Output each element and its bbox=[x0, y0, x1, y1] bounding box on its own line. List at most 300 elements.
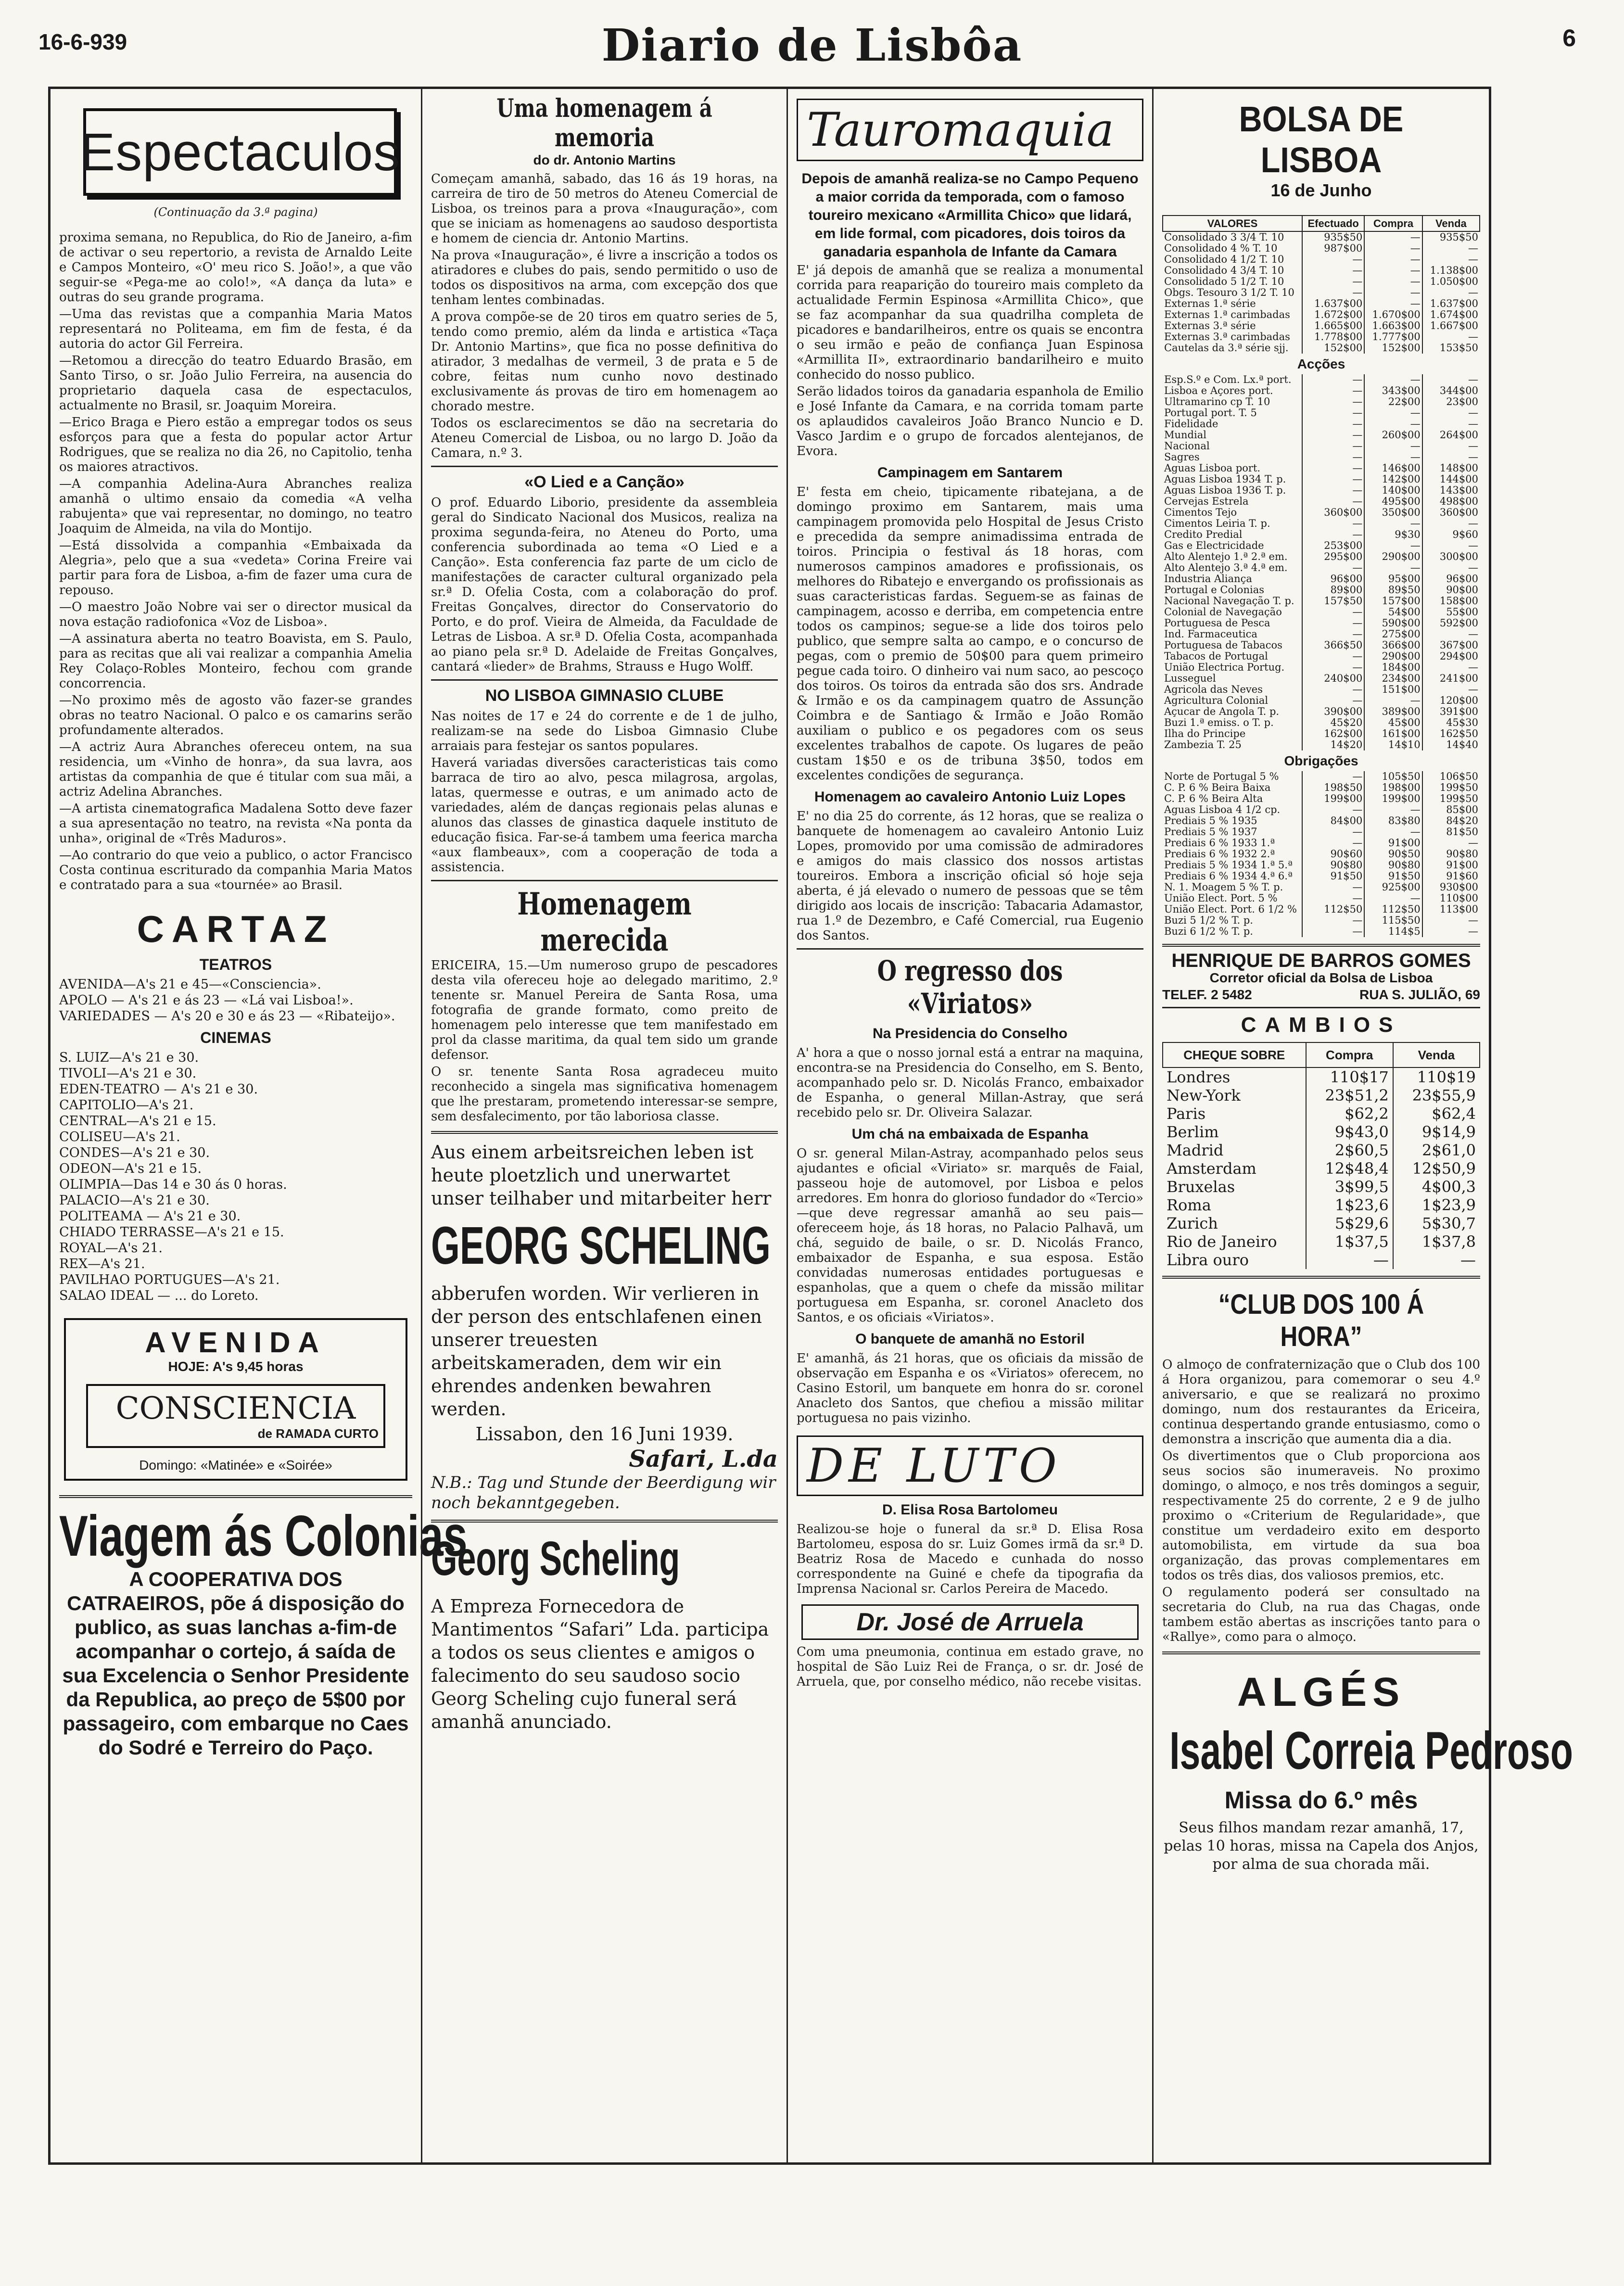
table-cell: — bbox=[1422, 915, 1480, 926]
table-cell: 199$50 bbox=[1422, 793, 1480, 804]
table-cell: 120$00 bbox=[1422, 695, 1480, 706]
table-cell: Cimentos Leiria T. p. bbox=[1164, 518, 1270, 529]
paragraph: —A assinatura aberta no teatro Boavista, em S. Paulo, para as recitas que ali vai realizar a companhia Amelia Rey Colaço-Robles Monteiro, fechou com grande concorrencia. bbox=[59, 632, 412, 691]
table-cell: 110$19 bbox=[1393, 1067, 1480, 1086]
lied-heading: «O Lied e a Canção» bbox=[524, 473, 685, 491]
table-cell: 184$00 bbox=[1364, 662, 1422, 673]
table-cell: 391$00 bbox=[1422, 706, 1480, 717]
table-cell: 360$00 bbox=[1422, 507, 1480, 518]
table-row bbox=[1163, 717, 1480, 728]
table-cell: New-York bbox=[1167, 1086, 1241, 1105]
table-cell: 1.637$00 bbox=[1302, 298, 1364, 309]
paragraph: E' no dia 25 do corrente, ás 12 horas, que se realiza o banquete de homenagem ao cavaleiro Antonio Luiz Lopes, promovido por uma comissão de admiradores e amigos do mais classico dos nossos artistas toureiros. Embora a inscrição oficial só hoje seja aberta, é já elevado o numero de pessoas que se têm dirigido aos locais de inscrição: Tabacaria Adamastor, rua 1.º de Dezembro, e Café Comercial, rua Eugenio dos Santos. bbox=[797, 809, 1143, 943]
table-cell: 495$00 bbox=[1364, 496, 1422, 507]
table-cell: 140$00 bbox=[1364, 485, 1422, 496]
list-item: TIVOLI—A's 21 e 30. bbox=[59, 1066, 197, 1081]
merecida-heading: Homenagem merecida bbox=[517, 886, 692, 958]
table-cell: Externas 1.ª série bbox=[1164, 298, 1256, 309]
notice-place-date: Lissabon, den 16 Juni 1939. bbox=[475, 1423, 734, 1445]
section-label: Obrigações bbox=[1284, 753, 1358, 768]
table-row bbox=[1163, 882, 1480, 893]
table-cell: — bbox=[1302, 618, 1364, 629]
table-cell: 925$00 bbox=[1364, 882, 1422, 893]
santarem-heading: Campinagem em Santarem bbox=[877, 465, 1063, 481]
table-row bbox=[1163, 607, 1480, 618]
paragraph: O sr. tenente Santa Rosa agradeceu muito reconhecido a singela mas significativa homenagem que lhe prestaram, prometendo interessar-se sempre, sem desfalecimento, por tão laboriosa classe. bbox=[431, 1065, 778, 1124]
table-cell: Ind. Farmaceutica bbox=[1164, 628, 1257, 640]
list-item: CENTRAL—A's 21 e 15. bbox=[59, 1114, 216, 1129]
table-row bbox=[1163, 1086, 1480, 1105]
paragraph: Haverá variadas diversões caracteristicas tais como barraca de tiro ao alvo, pesca milagrosa, argolas, latas, quermesse e outras, e um animado acto de variedades, além de danças regionais pelas alunas e alunos das classes de ginastica daquele instituto de educação fisica. Far-se-á tambem uma feerica marcha «aux flambeaux», com a cooperação de toda a assistencia. bbox=[431, 756, 778, 875]
table-cell: 390$00 bbox=[1302, 706, 1364, 717]
column-2 bbox=[421, 89, 787, 2162]
table-cell: 1$37,5 bbox=[1306, 1232, 1393, 1251]
table-cell: — bbox=[1422, 926, 1480, 937]
table-cell: 366$50 bbox=[1302, 640, 1364, 651]
table-cell: Bruxelas bbox=[1167, 1178, 1235, 1196]
table-cell: — bbox=[1302, 430, 1364, 441]
table-cell: — bbox=[1422, 562, 1480, 573]
table-cell: $62,2 bbox=[1306, 1105, 1393, 1123]
list-item: EDEN-TEATRO — A's 21 e 30. bbox=[59, 1082, 258, 1097]
table-row bbox=[1163, 1159, 1480, 1178]
table-cell: — bbox=[1302, 684, 1364, 695]
table-cell: 300$00 bbox=[1422, 551, 1480, 562]
avenida-advert bbox=[64, 1318, 407, 1481]
table-cell: 260$00 bbox=[1364, 430, 1422, 441]
notice-intro: Aus einem arbeitsreichen leben ist heute ploetzlich und unerwartet unser teilhaber und mitarbeiter herr bbox=[431, 1142, 772, 1209]
table-row bbox=[1163, 826, 1480, 838]
table-cell: 152$00 bbox=[1302, 343, 1364, 354]
table-cell: 14$10 bbox=[1364, 739, 1422, 750]
masthead bbox=[38, 10, 1586, 77]
table-cell: 90$80 bbox=[1302, 860, 1364, 871]
table-row bbox=[1163, 331, 1480, 343]
table-cell: — bbox=[1422, 254, 1480, 265]
table-cell: 84$20 bbox=[1422, 815, 1480, 826]
table-cell: — bbox=[1364, 243, 1422, 254]
table-cell: 12$50,9 bbox=[1393, 1159, 1480, 1178]
table-cell: 240$00 bbox=[1302, 673, 1364, 684]
table-row bbox=[1163, 243, 1480, 254]
table-cell: — bbox=[1364, 695, 1422, 706]
table-row bbox=[1163, 407, 1480, 419]
paragraph: Nas noites de 17 e 24 do corrente e de 1 de julho, realizam-se na sede do Lisboa Gimnasio Clube arraiais para festejar os santos populares. bbox=[431, 709, 778, 753]
paragraph: —Ao contrario do que veio a publico, o actor Francisco Costa continua escriturado da companhia Maria Matos e contratado para a sua «tournée» ao Brasil. bbox=[59, 848, 412, 892]
table-row bbox=[1163, 231, 1480, 243]
table-cell: 114$5 bbox=[1364, 926, 1422, 937]
table-cell: Externas 3.ª série bbox=[1164, 320, 1256, 331]
bolsa-heading: BOLSA DE LISBOA bbox=[1239, 99, 1404, 180]
divider bbox=[1162, 1276, 1480, 1279]
table-cell: 344$00 bbox=[1422, 385, 1480, 396]
table-row bbox=[1163, 1141, 1480, 1159]
notice-note: N.B.: Tag und Stunde der Beerdigung wir noch bekanntgegeben. bbox=[431, 1473, 776, 1512]
table-row bbox=[1163, 573, 1480, 584]
table-cell: Tabacos de Portugal bbox=[1164, 650, 1268, 662]
paragraph: Serão lidados toiros da ganadaria espanhola de Emilio e José Infante da Camara, e na corrida tomam parte os aplaudidos cavaleiros João Branco Nuncio e D. Vasco Jardim e o grupo de forcados alentejanos, de Evora. bbox=[797, 384, 1143, 458]
table-cell: — bbox=[1302, 651, 1364, 662]
table-cell: 157$00 bbox=[1364, 596, 1422, 607]
table-cell: — bbox=[1364, 452, 1422, 463]
table-row bbox=[1163, 1123, 1480, 1141]
table-cell: 275$00 bbox=[1364, 629, 1422, 640]
table-row bbox=[1163, 849, 1480, 860]
table-cell: Prediais 5 % 1935 bbox=[1164, 815, 1257, 826]
table-cell: — bbox=[1422, 518, 1480, 529]
notice-text: A Empreza Fornecedora de Mantimentos “Safari” Lda. participa a todos os seus clientes e amigos o falecimento do seu saudoso socio Georg Scheling cujo funeral será amanhã anunciado. bbox=[431, 1596, 769, 1732]
table-row bbox=[1163, 695, 1480, 706]
list-item: CAPITOLIO—A's 21. bbox=[59, 1098, 194, 1113]
paragraph: —A artista cinematografica Madalena Sotto deve fazer a sua apresentação no teatro, na revista «Na ponta da unha», original de «Três Maduros». bbox=[59, 801, 412, 846]
table-cell: — bbox=[1364, 407, 1422, 419]
german-death-notice bbox=[431, 1141, 778, 1513]
table-cell: 90$80 bbox=[1364, 860, 1422, 871]
table-row bbox=[1163, 496, 1480, 507]
table-cell: Consolidado 4 % T. 10 bbox=[1164, 242, 1278, 254]
table-cell: 241$00 bbox=[1422, 673, 1480, 684]
table-cell: 930$00 bbox=[1422, 882, 1480, 893]
table-cell: 110$17 bbox=[1306, 1067, 1393, 1086]
table-cell: 45$20 bbox=[1302, 717, 1364, 728]
list-item: SALAO IDEAL — ... do Loreto. bbox=[59, 1288, 259, 1303]
table-cell: 115$50 bbox=[1364, 915, 1422, 926]
list-item: COLISEU—A's 21. bbox=[59, 1130, 180, 1144]
table-cell: 1.672$00 bbox=[1302, 309, 1364, 320]
table-row bbox=[1163, 374, 1480, 385]
table-cell: 90$60 bbox=[1302, 849, 1364, 860]
list-item: REX—A's 21. bbox=[59, 1257, 145, 1271]
table-cell: — bbox=[1302, 926, 1364, 937]
table-cell: Nacional bbox=[1164, 440, 1210, 452]
table-cell: Portuguesa de Pesca bbox=[1164, 617, 1270, 629]
table-row bbox=[1163, 838, 1480, 849]
georg-pt-notice bbox=[431, 1532, 778, 1733]
paragraph: —A actriz Aura Abranches ofereceu ontem, na sua residencia, um «Vinho de honra», da sua lavra, aos artistas da companhia de que é titular com sua mãi, a actriz Adelina Abranches. bbox=[59, 740, 412, 799]
table-cell: — bbox=[1302, 485, 1364, 496]
table-cell: Cautelas da 3.ª série sjj. bbox=[1164, 342, 1289, 354]
table-cell: 162$00 bbox=[1302, 728, 1364, 739]
table-cell: — bbox=[1364, 254, 1422, 265]
cinemas-list bbox=[59, 1050, 412, 1304]
gimnasio-heading: NO LISBOA GIMNASIO CLUBE bbox=[485, 686, 724, 705]
column-header: Venda bbox=[1393, 1042, 1480, 1067]
table-row bbox=[1163, 596, 1480, 607]
column-header: Venda bbox=[1422, 216, 1480, 231]
table-cell: 366$00 bbox=[1364, 640, 1422, 651]
table-cell: União Elect. Port. 6 1/2 % bbox=[1164, 903, 1297, 915]
table-cell: — bbox=[1364, 374, 1422, 385]
column-header: VALORES bbox=[1163, 216, 1302, 231]
paragraph: O sr. general Milan-Astray, acompanhado pelos seus ajudantes e oficial «Viriato» sr. marquês de Faial, passeou hoje de automovel, por Lisboa e pelos arredores. Em honra do glorioso fundador do «Tercio» —que deve regressar amanhã ao seu pais— ofereceem hoje, ás 18 horas, no Palacio Palhavã, um chá, seguido de baile, o sr. D. Nicolás Franco, embaixador de Espanha, e sua esposa. Estão convidadas numerosas entidades portuguesas e espanholas, que a quem o chefe da missão militar portuguesa em Espanha, sr. coronel Anacleto dos Santos, e os oficiais «Viriatos». bbox=[797, 1146, 1143, 1325]
table-cell: Prediais 5 % 1937 bbox=[1164, 826, 1257, 838]
table-cell: 23$51,2 bbox=[1306, 1086, 1393, 1105]
table-section-row bbox=[1163, 354, 1480, 374]
table-row bbox=[1163, 309, 1480, 320]
table-cell: — bbox=[1422, 243, 1480, 254]
table-cell: — bbox=[1302, 276, 1364, 287]
bolsa-table-body bbox=[1163, 231, 1480, 937]
table-row bbox=[1163, 651, 1480, 662]
table-cell: Consolidado 4 3/4 T. 10 bbox=[1164, 265, 1284, 276]
table-cell: Externas 3.ª carimbadas bbox=[1164, 331, 1290, 343]
table-cell: 162$50 bbox=[1422, 728, 1480, 739]
table-cell: Prediais 6 % 1934 4.ª 6.ª bbox=[1164, 870, 1293, 882]
bolsa-date: 16 de Junho bbox=[1270, 180, 1372, 200]
table-cell: 83$80 bbox=[1364, 815, 1422, 826]
divider bbox=[797, 948, 1143, 950]
table-cell: 592$00 bbox=[1422, 618, 1480, 629]
table-cell: — bbox=[1302, 629, 1364, 640]
paragraph: Na prova «Inauguração», é livre a inscrição a todos os atiradores e clubes do pais, sendo permitido o uso de todos os dispositivos na arma, com excepção dos que tenham lentes combinadas. bbox=[431, 248, 778, 307]
table-cell: 9$43,0 bbox=[1306, 1123, 1393, 1141]
table-row bbox=[1163, 815, 1480, 826]
paragraph: E' amanhã, ás 21 horas, que os oficiais da missão de observação em Espanha e os «Viriatos» oferecem, no Casino Estoril, um banquete em honra do sr. coronel Anacleto dos Santos, que chefiou a missão militar portuguesa no pais vizinho. bbox=[797, 1351, 1143, 1425]
table-cell: C. P. 6 % Beira Baixa bbox=[1164, 782, 1271, 793]
divider bbox=[431, 466, 778, 467]
table-row bbox=[1163, 298, 1480, 309]
table-cell: 143$00 bbox=[1422, 485, 1480, 496]
table-cell: 161$00 bbox=[1364, 728, 1422, 739]
table-cell: 1.674$00 bbox=[1422, 309, 1480, 320]
table-cell: Industria Aliança bbox=[1164, 573, 1252, 584]
table-cell: Fidelidade bbox=[1164, 418, 1218, 430]
tauromaquia-lead bbox=[797, 170, 1143, 261]
table-cell: — bbox=[1302, 893, 1364, 904]
table-cell: — bbox=[1422, 838, 1480, 849]
viagem-heading: Viagem ás Colonias bbox=[59, 1504, 468, 1568]
table-cell: 22$00 bbox=[1364, 396, 1422, 407]
table-cell: 360$00 bbox=[1302, 507, 1364, 518]
table-row bbox=[1163, 771, 1480, 782]
column-header: Compra bbox=[1306, 1042, 1393, 1067]
table-cell: 148$00 bbox=[1422, 463, 1480, 474]
table-cell: 3$99,5 bbox=[1306, 1178, 1393, 1196]
viriatos-subheading: Na Presidencia do Conselho bbox=[872, 1026, 1068, 1041]
luto-heading: DE LUTO bbox=[797, 1435, 1143, 1496]
table-cell: — bbox=[1302, 287, 1364, 298]
divider bbox=[59, 1495, 412, 1498]
viagem-advert bbox=[59, 1567, 412, 1760]
table-cell: Credito Predial bbox=[1164, 529, 1243, 540]
table-cell: — bbox=[1364, 518, 1422, 529]
table-cell: — bbox=[1364, 893, 1422, 904]
table-cell: Madrid bbox=[1167, 1141, 1224, 1159]
table-cell: Rio de Janeiro bbox=[1167, 1232, 1277, 1251]
table-cell: 264$00 bbox=[1422, 430, 1480, 441]
table-cell: 91$50 bbox=[1364, 871, 1422, 882]
table-cell: 1.777$00 bbox=[1364, 331, 1422, 343]
estoril-heading: O banquete de amanhã no Estoril bbox=[855, 1331, 1085, 1347]
table-row bbox=[1163, 452, 1480, 463]
table-cell: 350$00 bbox=[1364, 507, 1422, 518]
table-cell: Portuguesa de Tabacos bbox=[1164, 639, 1282, 651]
table-cell: Buzi 6 1/2 % T. p. bbox=[1164, 926, 1253, 937]
table-cell: 9$60 bbox=[1422, 529, 1480, 540]
tauromaquia-heading: Tauromaquia bbox=[797, 99, 1143, 161]
table-cell: — bbox=[1302, 662, 1364, 673]
club-heading: “CLUB DOS 100 Á HORA” bbox=[1218, 1289, 1424, 1352]
table-row bbox=[1163, 860, 1480, 871]
table-cell: Zambezia T. 25 bbox=[1164, 739, 1242, 750]
table-cell: 152$00 bbox=[1364, 343, 1422, 354]
table-cell: — bbox=[1364, 804, 1422, 815]
table-cell: — bbox=[1364, 540, 1422, 551]
theatre-name: AVENIDA bbox=[145, 1326, 327, 1359]
table-cell: — bbox=[1364, 826, 1422, 838]
table-cell: Nacional Navegação T. p. bbox=[1164, 595, 1294, 607]
table-cell: 14$20 bbox=[1302, 739, 1364, 750]
column-4 bbox=[1152, 89, 1573, 2162]
table-cell: — bbox=[1422, 684, 1480, 695]
table-cell: 343$00 bbox=[1364, 385, 1422, 396]
table-cell: — bbox=[1302, 452, 1364, 463]
corretor-contact bbox=[1162, 987, 1480, 1002]
table-cell: 199$00 bbox=[1302, 793, 1364, 804]
table-cell: — bbox=[1302, 254, 1364, 265]
table-cell: Prediais 6 % 1933 1.ª bbox=[1164, 837, 1275, 849]
table-cell: Prediais 5 % 1934 1.ª 5.ª bbox=[1164, 859, 1293, 871]
table-cell: 91$50 bbox=[1302, 871, 1364, 882]
arruela-heading: Dr. José de Arruela bbox=[801, 1604, 1139, 1640]
table-cell: — bbox=[1302, 915, 1364, 926]
table-cell: Roma bbox=[1167, 1196, 1211, 1214]
table-row bbox=[1163, 871, 1480, 882]
table-cell: 935$50 bbox=[1302, 231, 1364, 243]
table-cell: 89$00 bbox=[1302, 584, 1364, 596]
table-cell: 91$00 bbox=[1422, 860, 1480, 871]
lopes-heading: Homenagem ao cavaleiro Antonio Luiz Lopes bbox=[814, 789, 1126, 805]
viriatos-heading: O regresso dos «Viriatos» bbox=[877, 954, 1063, 1020]
table-row bbox=[1163, 540, 1480, 551]
table-cell: 146$00 bbox=[1364, 463, 1422, 474]
cambios-heading: CAMBIOS bbox=[1241, 1013, 1402, 1037]
table-cell: — bbox=[1302, 607, 1364, 618]
table-cell: Obgs. Tesouro 3 1/2 T. 10 bbox=[1164, 287, 1294, 298]
table-cell: 158$00 bbox=[1422, 596, 1480, 607]
table-cell: 987$00 bbox=[1302, 243, 1364, 254]
table-cell: 12$48,4 bbox=[1306, 1159, 1393, 1178]
divider bbox=[431, 679, 778, 681]
corretor-role: Corretor oficial da Bolsa de Lisboa bbox=[1209, 970, 1433, 985]
table-cell: C. P. 6 % Beira Alta bbox=[1164, 793, 1263, 804]
paragraph: E' já depois de amanhã que se realiza a monumental corrida para reaparição do toureiro mais completo da actualidade Fermin Espinosa «Armillita Chico», que se faz acompanhar da sua quadrilha completa de picadores e bandarilheiros, entre os quais se encontra o seu irmão e peão de confiança Juan Espinosa «Armillita II», extraordinario bandarilheiro e muito conhecido do nosso publico. bbox=[797, 263, 1143, 382]
table-cell: 54$00 bbox=[1364, 607, 1422, 618]
table-cell: — bbox=[1364, 276, 1422, 287]
cambios-table bbox=[1162, 1042, 1480, 1269]
table-cell: — bbox=[1302, 882, 1364, 893]
table-cell: 96$00 bbox=[1422, 573, 1480, 584]
missa-text: Seus filhos mandam rezar amanhã, 17, pelas 10 horas, missa na Capela dos Anjos, por alma de sua chorada mãi. bbox=[1164, 1819, 1479, 1873]
table-cell: — bbox=[1302, 695, 1364, 706]
table-row bbox=[1163, 287, 1480, 298]
paragraph: Todos os esclarecimentos se dão na secretaria do Ateneu Comercial de Lisboa, ou no largo D. João da Camara, n.º 3. bbox=[431, 416, 778, 460]
table-cell: Agricultura Colonial bbox=[1164, 695, 1269, 706]
espectaculos-article bbox=[59, 230, 412, 893]
table-cell: — bbox=[1302, 265, 1364, 276]
table-cell: 144$00 bbox=[1422, 474, 1480, 485]
table-cell: 106$50 bbox=[1422, 771, 1480, 782]
table-row bbox=[1163, 673, 1480, 684]
table-cell: Cimentos Tejo bbox=[1164, 507, 1237, 518]
list-item: ODEON—A's 21 e 15. bbox=[59, 1161, 202, 1176]
bolsa-table bbox=[1162, 215, 1480, 937]
deceased-name: Isabel Correia Pedroso bbox=[1169, 1721, 1573, 1780]
table-cell: Consolidado 4 1/2 T. 10 bbox=[1164, 254, 1284, 265]
table-cell: Gas e Electricidade bbox=[1164, 540, 1264, 551]
table-row bbox=[1163, 1067, 1480, 1086]
paragraph: —Retomou a direcção do teatro Eduardo Brasão, em Santo Tirso, o sr. João Julio Ferreira, na ausencia do proprietario daquela casa de espectaculos, actualmente no Brasil, sr. Joaquim Moreira. bbox=[59, 354, 412, 413]
table-cell: 1$23,6 bbox=[1306, 1196, 1393, 1214]
table-cell: 45$00 bbox=[1364, 717, 1422, 728]
column-header: Efectuado bbox=[1302, 216, 1364, 231]
table-cell: Lusseguel bbox=[1164, 673, 1216, 684]
list-item: ROYAL—A's 21. bbox=[59, 1241, 163, 1256]
table-row bbox=[1163, 343, 1480, 354]
luto-name: D. Elisa Rosa Bartolomeu bbox=[882, 1502, 1058, 1518]
list-item: OLIMPIA—Das 14 e 30 ás 0 horas. bbox=[59, 1177, 287, 1192]
divider bbox=[1162, 944, 1480, 947]
table-cell: Portugal e Colonias bbox=[1164, 584, 1264, 596]
paragraph: E' festa em cheio, tipicamente ribatejana, a de domingo proximo em Santarem, mais uma campinagem promovida pelo Hospital de Jesus Cristo e precedida da sempre animadissima entrada de toiros. Principia o festival ás 18 horas, com numerosos campinos amadores e profissionais, os melhores do Ribatejo e envergando os profissionais as suas caracteristicas fardas. Seguem-se as fainas de campinagem, acosso e derriba, em competencia entre todos os campinos; segue-se a lide dos toiros pelo publico, que sempre salta ao campo, e o concurso de pegas, com o premio de 50$00 para quem primeiro pegue cada toiro. O dinheiro vai num saco, ao pescoço dos toiros. Os toiros da entrada são dos srs. Andrade & Irmão e os da campinagem quatro de Assunção Coimbra e de Santiago & Irmão e João Romão auxiliam o publico e os pegadores com os seus excelentes trabalhos de capote. Os lugares de peão custam 1$50 e os de tribuna 3$50, todos em excelentes condições de segurança. bbox=[797, 485, 1143, 783]
table-row bbox=[1163, 804, 1480, 815]
table-row bbox=[1163, 430, 1480, 441]
table-row bbox=[1163, 684, 1480, 695]
issue-date: 16-6-939 bbox=[38, 29, 127, 54]
table-cell: Mundial bbox=[1164, 429, 1206, 441]
table-cell: 84$00 bbox=[1302, 815, 1364, 826]
paragraph: O almoço de confraternização que o Club dos 100 á Hora organizou, para comemorar o seu 4.º aniversario, e que se realizará no proximo domingo, num dos restaurantes da Ericeira, continua despertando grande entusiasmo, como o demonstra a inscrição que aumenta dia a dia. bbox=[1162, 1358, 1480, 1447]
table-row bbox=[1163, 254, 1480, 265]
table-cell: Buzi 5 1/2 % T. p. bbox=[1164, 914, 1253, 926]
table-row bbox=[1163, 441, 1480, 452]
table-cell: 112$50 bbox=[1364, 904, 1422, 915]
table-cell: União Electrica Portug. bbox=[1164, 661, 1285, 673]
divider bbox=[431, 1520, 778, 1523]
table-cell: 90$50 bbox=[1364, 849, 1422, 860]
table-cell: — bbox=[1422, 662, 1480, 673]
table-cell: 2$60,5 bbox=[1306, 1141, 1393, 1159]
table-cell: 367$00 bbox=[1422, 640, 1480, 651]
table-cell: 105$50 bbox=[1364, 771, 1422, 782]
newspaper-title: Diario de Lisbôa bbox=[601, 19, 1023, 71]
table-cell: Externas 1.ª carimbadas bbox=[1164, 309, 1290, 320]
cinemas-label: CINEMAS bbox=[200, 1029, 271, 1046]
table-row bbox=[1163, 474, 1480, 485]
table-cell: Paris bbox=[1167, 1105, 1206, 1123]
play-title: CONSCIENCIA bbox=[115, 1391, 356, 1426]
corretor-address: RUA S. JULIÃO, 69 bbox=[1359, 987, 1480, 1002]
table-cell: 14$40 bbox=[1422, 739, 1480, 750]
table-row bbox=[1163, 706, 1480, 717]
table-row bbox=[1163, 385, 1480, 396]
list-item: POLITEAMA — A's 21 e 30. bbox=[59, 1209, 241, 1224]
table-section-row bbox=[1163, 750, 1480, 771]
paragraph: —Erico Braga e Piero estão a empregar todos os seus esforços para que a festa do popular actor Artur Rodrigues, que se realiza no dia 26, no Capitolio, tenha os maiores atractivos. bbox=[59, 415, 412, 474]
table-cell: — bbox=[1302, 529, 1364, 540]
table-cell: 5$29,6 bbox=[1306, 1214, 1393, 1232]
table-cell: 142$00 bbox=[1364, 474, 1422, 485]
table-cell: N. 1. Moagem 5 % T. p. bbox=[1164, 881, 1283, 893]
list-item: CHIADO TERRASSE—A's 21 e 15. bbox=[59, 1225, 284, 1240]
table-row bbox=[1163, 618, 1480, 629]
paragraph: ERICEIRA, 15.—Um numeroso grupo de pescadores desta vila ofereceu hoje ao delegado maritimo, 2.º tenente sr. Manuel Pereira de Santa Rosa, uma fotografia de grande formato, como preito de homenagem pelo interesse que tem manifestado em prol da classe maritima, da qual tem sido um grande defensor. bbox=[431, 958, 778, 1062]
table-row bbox=[1163, 551, 1480, 562]
table-cell: — bbox=[1422, 419, 1480, 430]
table-cell: 113$00 bbox=[1422, 904, 1480, 915]
table-cell: 81$50 bbox=[1422, 826, 1480, 838]
table-cell: 290$00 bbox=[1364, 551, 1422, 562]
